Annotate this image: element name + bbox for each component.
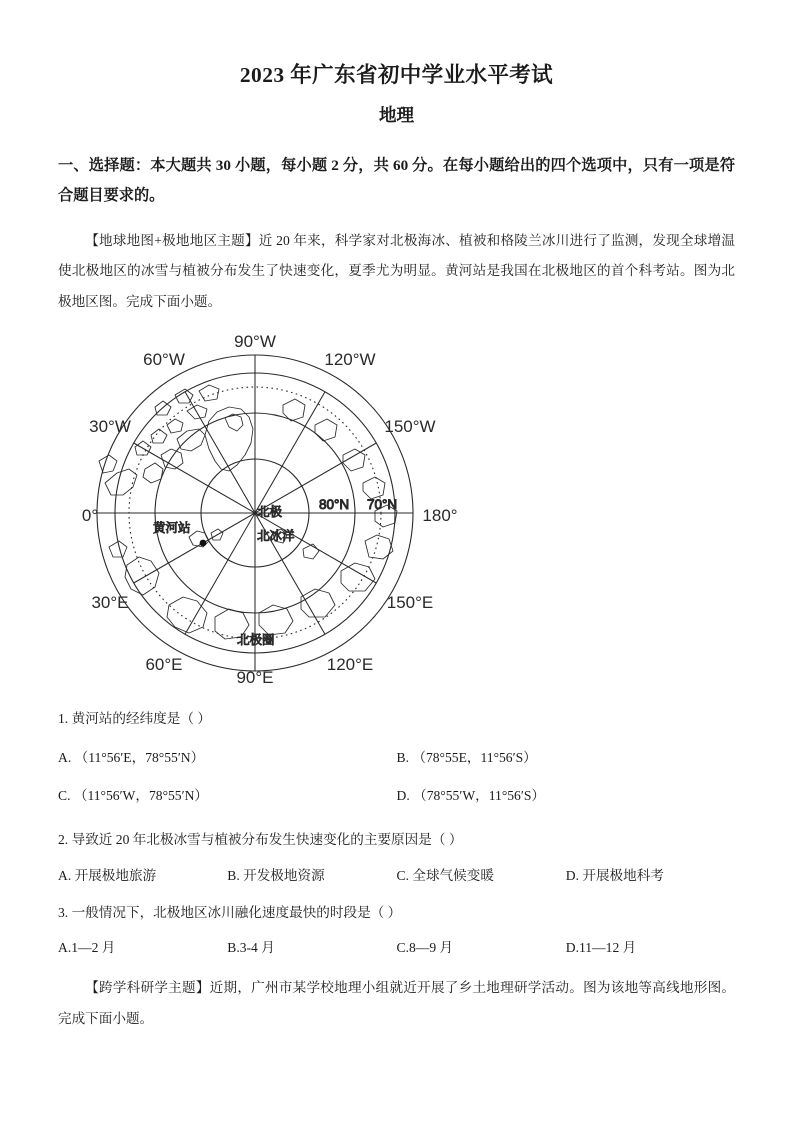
coast-chukotka xyxy=(341,563,375,591)
question-2-option-a[interactable] xyxy=(58,864,227,887)
coast-island-a xyxy=(167,419,183,433)
arctic-region-map xyxy=(72,325,472,685)
label-north-pole: 北极 xyxy=(257,505,283,520)
option-text: 1—2 月 xyxy=(71,939,116,955)
option-label: B. xyxy=(227,939,240,955)
label-150E: 150°E xyxy=(386,593,434,613)
label-arctic-circle: 北极圈 xyxy=(237,633,275,648)
question-3-text: 一般情况下，北极地区冰川融化速度最快的时段是（ ） xyxy=(71,904,402,920)
question-1-option-b[interactable] xyxy=(397,746,736,769)
coast-siberia-central xyxy=(259,605,293,635)
coast-victoria xyxy=(161,449,183,469)
figure-arctic-map-wrap xyxy=(0,317,793,690)
coast-island-b xyxy=(151,429,167,443)
coast-island-d xyxy=(199,385,219,401)
question-2-option-b[interactable] xyxy=(227,864,396,887)
question-1-options-row-2 xyxy=(58,769,735,807)
label-60W: 60°W xyxy=(143,350,185,370)
coast-island-j xyxy=(303,544,319,559)
question-1-option-c[interactable] xyxy=(58,784,397,807)
question-1-option-d[interactable] xyxy=(397,784,736,807)
question-1-text: 黄河站的经纬度是（ ） xyxy=(71,711,211,727)
map-latitude-labels xyxy=(319,497,397,512)
question-3-option-a[interactable] xyxy=(58,936,227,959)
label-150W: 150°W xyxy=(384,417,436,437)
option-label: B. xyxy=(396,750,409,766)
question-3 xyxy=(0,887,793,959)
option-label: A. xyxy=(58,939,72,955)
coast-siberia-east xyxy=(301,589,335,617)
option-label: D. xyxy=(396,788,410,804)
label-huanghe-station: 黄河站 xyxy=(153,521,191,536)
question-2-text: 导致近 20 年北极冰雪与植被分布发生快速变化的主要原因是（ ） xyxy=(71,831,463,847)
question-3-stem xyxy=(58,887,735,925)
question-1-option-a[interactable] xyxy=(58,746,397,769)
label-arctic-ocean: 北冰洋 xyxy=(257,529,295,544)
question-2-stem xyxy=(58,808,735,852)
label-90W: 90°W xyxy=(234,332,276,352)
coast-severnaya xyxy=(363,477,385,499)
coast-ellesmere xyxy=(177,429,205,451)
passage-arctic: 【地球地图+极地地区主题】近 20 年来，科学家对北极海冰、植被和格陵兰冰川进行了监测，发现全球增温使北极地区的冰雪与植被分布发生了快速变化，夏季尤为明显。黄河站是我国在北极地区的首个科考站。图为北极地区图。完成下面小题。 xyxy=(58,232,735,309)
coast-greenland-inner xyxy=(225,414,243,431)
question-1-number: 1. xyxy=(58,711,69,727)
option-text: 开展极地科考 xyxy=(582,867,664,883)
label-90E: 90°E xyxy=(236,668,274,686)
label-60E: 60°E xyxy=(145,655,183,675)
option-label: C. xyxy=(58,788,71,804)
question-3-option-c[interactable] xyxy=(397,936,566,959)
label-0: 0° xyxy=(81,506,99,526)
coast-novaya-zemlya xyxy=(167,597,207,633)
question-3-options-row xyxy=(58,925,735,959)
question-1 xyxy=(0,690,793,807)
station-marker-huanghe xyxy=(200,540,207,547)
subject-title: 地理 xyxy=(379,104,414,125)
option-text: （78°55′W，11°56′S） xyxy=(413,788,545,804)
label-30W: 30°W xyxy=(89,417,131,437)
option-label: A. xyxy=(58,867,72,883)
option-text: （11°56′W，78°55′N） xyxy=(73,788,208,804)
passage-fieldwork: 【跨学科研学主题】近期，广州市某学校地理小组就近开展了乡土地理研学活动。图为该地等高线地形图。完成下面小题。 xyxy=(58,980,735,1026)
option-text: 全球气候变暖 xyxy=(412,867,494,883)
page-title: 2023 年广东省初中学业水平考试 xyxy=(239,63,554,87)
option-text: 8—9 月 xyxy=(408,939,454,955)
question-2-option-c[interactable] xyxy=(397,864,566,887)
question-2-number: 2. xyxy=(58,831,69,847)
question-3-number: 3. xyxy=(58,904,69,920)
option-label: D. xyxy=(565,939,579,955)
label-180: 180° xyxy=(422,506,458,526)
option-label: A. xyxy=(58,750,72,766)
question-2-options-row xyxy=(58,852,735,887)
label-120W: 120°W xyxy=(324,350,376,370)
label-30E: 30°E xyxy=(91,593,129,613)
option-label: C. xyxy=(396,939,409,955)
label-120E: 120°E xyxy=(326,655,374,675)
option-label: D. xyxy=(565,867,579,883)
question-1-options-row-1 xyxy=(58,731,735,769)
question-3-option-b[interactable] xyxy=(227,936,396,959)
option-label: C. xyxy=(396,867,409,883)
option-text: 开展极地旅游 xyxy=(74,867,157,883)
question-1-stem xyxy=(58,690,735,731)
section-instruction: 一、选择题：本大题共 30 小题，每小题 2 分，共 60 分。在每小题给出的四个选项中，只有一项是符合题目要求的。 xyxy=(58,156,735,205)
option-text: 11—12 月 xyxy=(578,939,637,955)
option-text: （78°55E，11°56′S） xyxy=(412,750,537,766)
label-80N: 80°N xyxy=(319,497,350,513)
question-3-option-d[interactable] xyxy=(566,936,735,959)
option-text: 3-4 月 xyxy=(239,939,275,955)
option-text: 开发极地资源 xyxy=(243,867,325,883)
question-2 xyxy=(0,808,793,887)
coast-banks xyxy=(143,463,163,483)
coast-island-g xyxy=(315,419,337,441)
question-2-option-d[interactable] xyxy=(566,864,735,887)
map-coastlines xyxy=(99,385,397,639)
label-70N: 70°N xyxy=(367,497,398,513)
coast-northwest xyxy=(99,455,117,473)
option-text: （11°56′E，78°55′N） xyxy=(74,750,205,766)
option-label: B. xyxy=(227,867,240,883)
